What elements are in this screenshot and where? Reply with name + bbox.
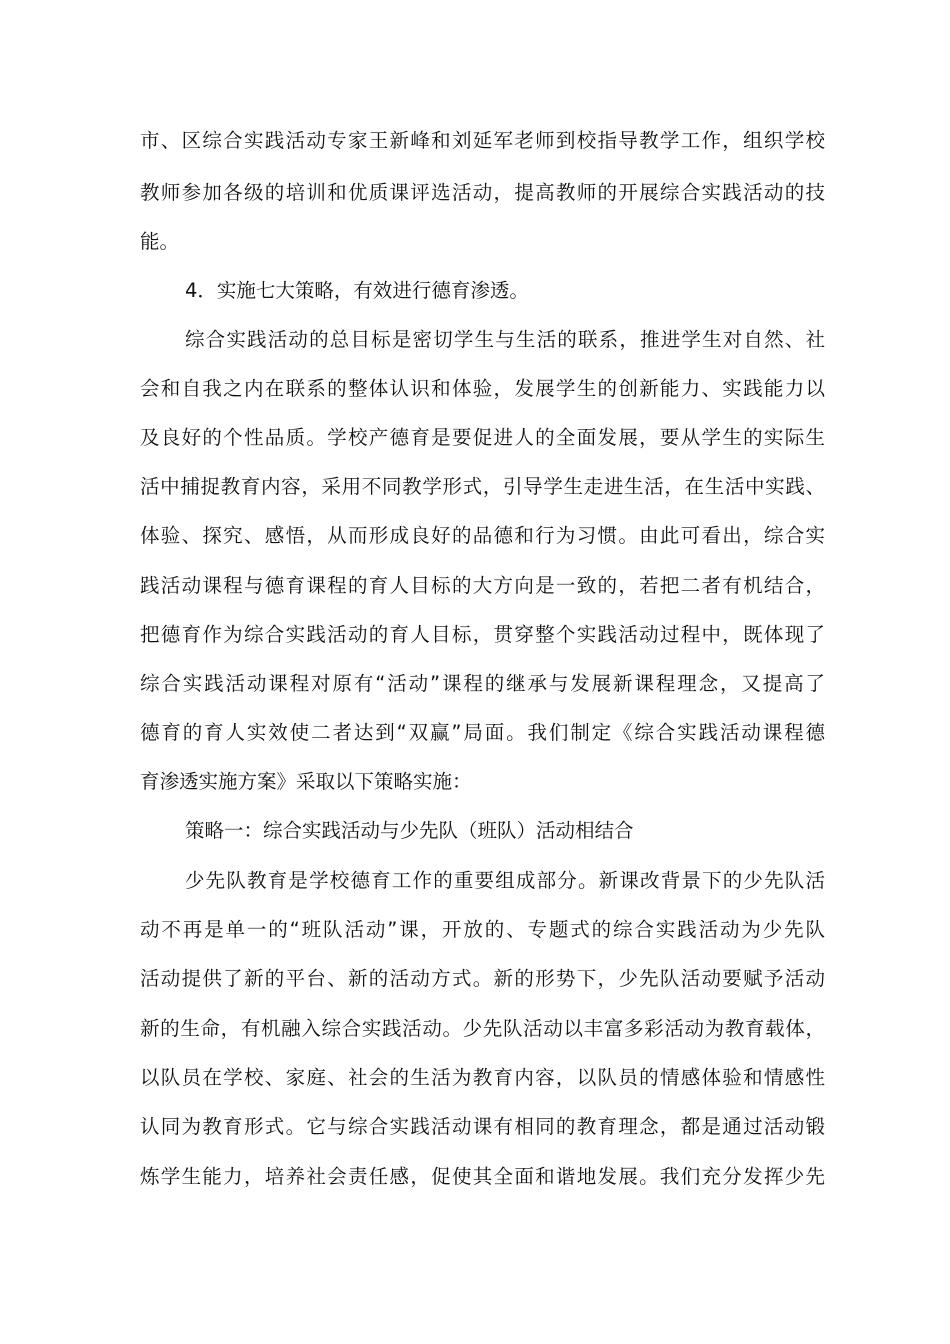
strategy-heading: 策略一：综合实践活动与少先队（班队）活动相结合 xyxy=(185,819,634,842)
section-heading: 4．实施七大策略，有效进行德育渗透。 xyxy=(185,279,529,302)
text-line: 市、区综合实践活动专家王新峰和刘延军老师到校指导教学工作，组织学校 xyxy=(140,129,825,152)
text-line: 活中捕捉教育内容，采用不同教学形式，引导学生走进生活，在生活中实践、 xyxy=(140,475,825,498)
text-line: 育渗透实施方案》采取以下策略实施： xyxy=(140,770,472,793)
text-line: 德育的育人实效使二者达到“双赢”局面。我们制定《综合实践活动课程德 xyxy=(140,721,825,744)
text-line: 综合实践活动的总目标是密切学生与生活的联系，推进学生对自然、社 xyxy=(185,328,825,351)
text-line: 综合实践活动课程对原有“活动”课程的继承与发展新课程理念，又提高了 xyxy=(140,672,825,695)
text-line: 动不再是单一的“班队活动”课，开放的、专题式的综合实践活动为少先队 xyxy=(140,918,825,941)
text-line: 把德育作为综合实践活动的育人目标，贯穿整个实践活动过程中，既体现了 xyxy=(140,623,825,646)
text-line: 践活动课程与德育课程的育人目标的大方向是一致的，若把二者有机结合， xyxy=(140,574,825,597)
text-line: 体验、探究、感悟，从而形成良好的品德和行为习惯。由此可看出，综合实 xyxy=(140,524,825,547)
text-line: 少先队教育是学校德育工作的重要组成部分。新课改背景下的少先队活 xyxy=(185,869,825,892)
text-line: 及良好的个性品质。学校产德育是要促进人的全面发展，要从学生的实际生 xyxy=(140,426,825,449)
text-line: 以队员在学校、家庭、社会的生活为教育内容，以队员的情感体验和情感性 xyxy=(140,1066,825,1089)
text-line: 炼学生能力，培养社会责任感，促使其全面和谐地发展。我们充分发挥少先 xyxy=(140,1165,825,1188)
text-line: 认同为教育形式。它与综合实践活动课有相同的教育理念，都是通过活动锻 xyxy=(140,1115,825,1138)
text-line: 新的生命，有机融入综合实践活动。少先队活动以丰富多彩活动为教育载体， xyxy=(140,1017,825,1040)
text-line: 能。 xyxy=(140,230,180,253)
text-line: 会和自我之内在联系的整体认识和体验，发展学生的创新能力、实践能力以 xyxy=(140,377,825,400)
text-line: 活动提供了新的平台、新的活动方式。新的形势下，少先队活动要赋予活动 xyxy=(140,967,825,990)
text-line: 教师参加各级的培训和优质课评选活动，提高教师的开展综合实践活动的技 xyxy=(140,181,825,204)
